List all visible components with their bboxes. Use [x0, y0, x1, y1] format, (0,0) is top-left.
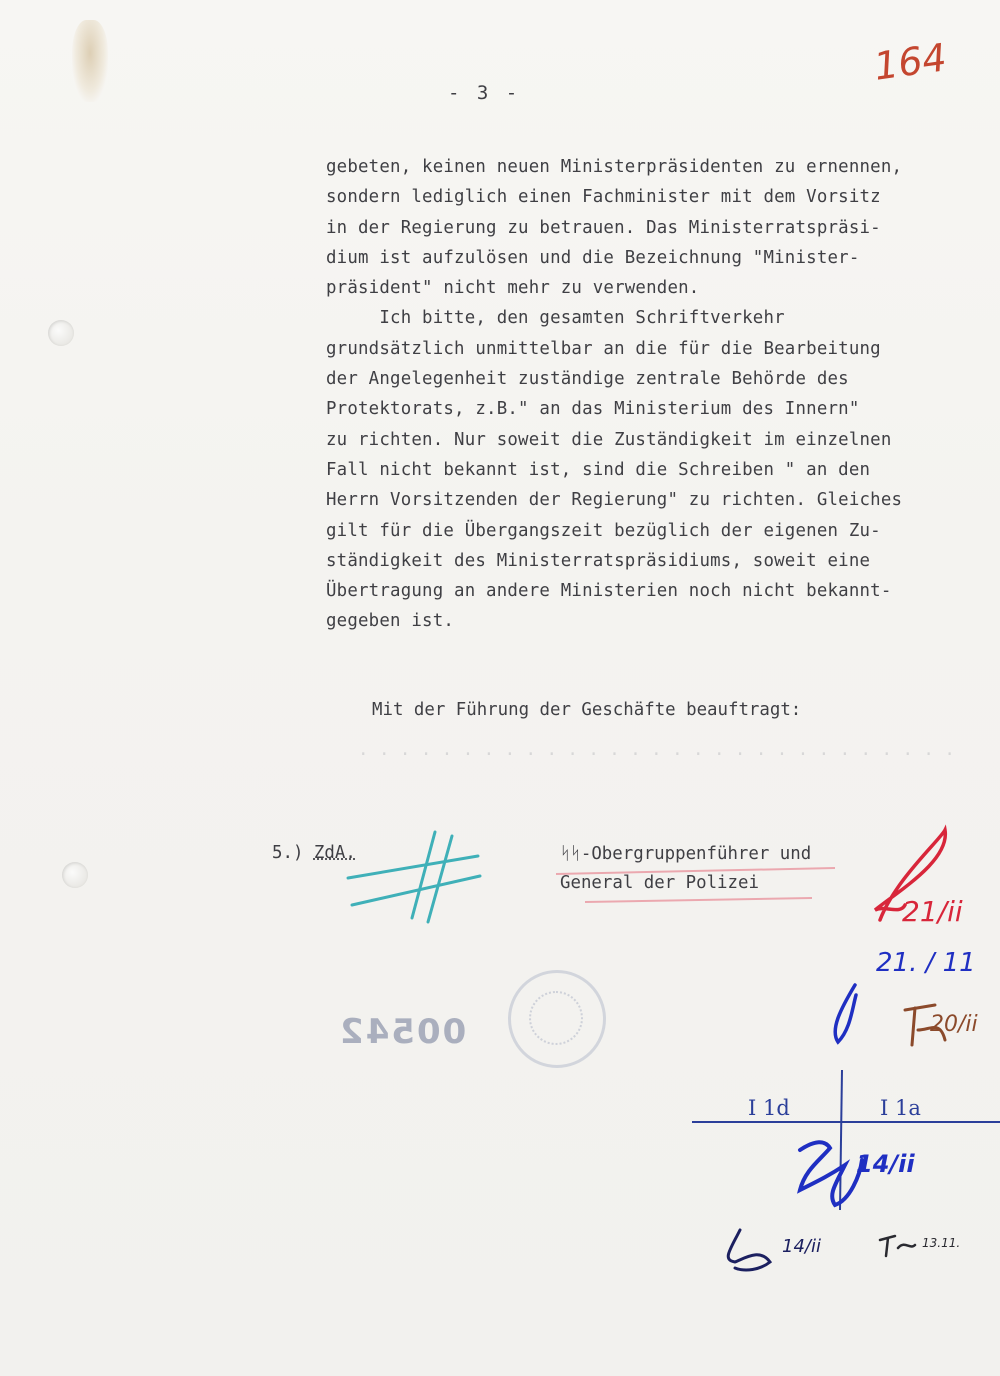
closing-line: Mit der Führung der Geschäfte beauftragt:: [372, 700, 802, 720]
body-line: Protektorats, z.B." an das Ministerium des Innern": [326, 399, 860, 420]
body-line: gilt für die Übergangszeit bezüglich der eigenen Zu-: [326, 520, 881, 541]
routing-label-left: I 1d: [748, 1096, 790, 1120]
body-line: Fall nicht bekannt ist, sind die Schreiben " an den: [326, 459, 871, 480]
blue-signature-date: 14/ii: [856, 1150, 915, 1178]
body-line: sondern lediglich einen Fachminister mit dem Vorsitz: [326, 187, 881, 208]
body-line: ständigkeit des Ministerratspräsidiums, soweit eine: [326, 550, 871, 571]
body-line: Übertragung an andere Ministerien noch nicht bekannt-: [326, 581, 892, 602]
blue-date-annotation: 21. / 11: [876, 948, 976, 978]
red-date-annotation: 21/ii: [902, 895, 963, 928]
teal-hash-mark: [348, 832, 480, 922]
bottom-right-initials: [880, 1236, 915, 1256]
bottom-left-signature: [728, 1230, 770, 1270]
signature-underline-2: [585, 898, 812, 902]
bottom-left-date: 14/ii: [782, 1236, 821, 1257]
signature-underline-1: [556, 868, 835, 874]
brown-date-annotation: 20/ii: [930, 1012, 978, 1037]
body-line: der Angelegenheit zuständige zentrale Behörde des: [326, 369, 849, 390]
body-line: grundsätzlich unmittelbar an die für die Bearbeitung: [326, 338, 881, 359]
body-line: gegeben ist.: [326, 611, 455, 632]
body-line: dium ist aufzulösen und die Bezeichnung "Minister-: [326, 247, 860, 268]
bottom-right-date: 13.11.: [922, 1236, 961, 1250]
routing-vertical-line: [840, 1070, 842, 1210]
body-line: Herrn Vorsitzenden der Regierung" zu richten. Gleiches: [326, 490, 903, 511]
zda-number: 5.): [272, 843, 304, 863]
body-line: in der Regierung zu betrauen. Das Ministerratspräsi-: [326, 217, 881, 238]
signature-line-1: ᛋᛋ-Obergruppenführer und: [560, 844, 812, 864]
signature-line-2: General der Polizei: [560, 873, 759, 893]
body-line: zu richten. Nur soweit die Zuständigkeit im einzelnen: [326, 429, 892, 450]
stamp-number: 00542: [338, 1012, 467, 1052]
routing-label-right: I 1a: [880, 1096, 921, 1120]
zda-text: ZdA.: [313, 843, 356, 863]
folio-number: 164: [871, 35, 950, 89]
body-line: Ich bitte, den gesamten Schriftverkehr: [326, 308, 785, 329]
body-line: präsident" nicht mehr zu verwenden.: [326, 278, 700, 299]
page-number: - 3 -: [448, 82, 521, 104]
blue-signature: [835, 985, 856, 1042]
large-blue-signature: [800, 1142, 862, 1205]
closing-line-bleedthrough: · · · · · · · · · · · · · · · · · · · · · · · · · · · · ·: [358, 745, 955, 765]
body-line: gebeten, keinen neuen Ministerpräsidenten zu ernennen,: [326, 157, 903, 177]
